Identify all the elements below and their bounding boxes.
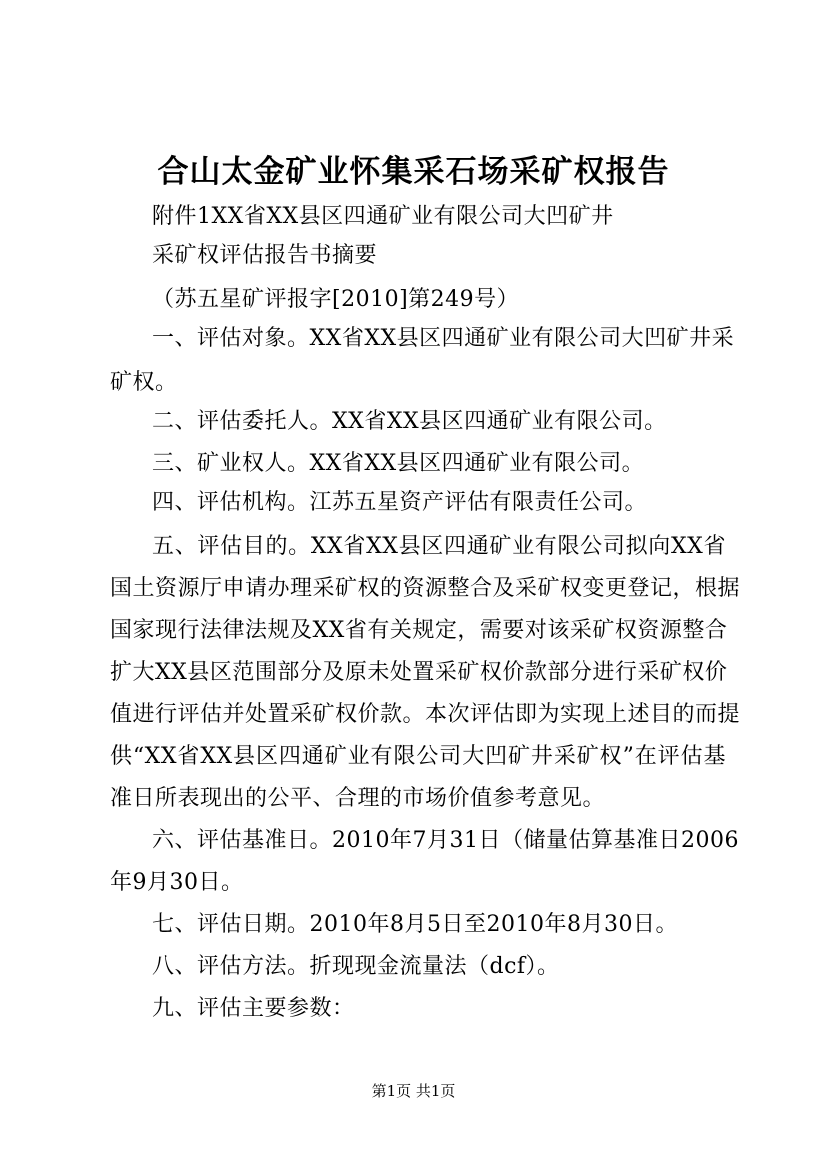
paragraph-5-line-6: 供“XX省XX县区四通矿业有限公司大凹矿井采矿权”在评估基 [110, 744, 726, 769]
paragraph-5-line-5: 值进行评估并处置采矿权价款。本次评估即为实现上述目的而提 [110, 702, 741, 727]
paragraph-7: 七、评估日期。2010年8月5日至2010年8月30日。 [152, 912, 678, 937]
document-title: 合山太金矿业怀集采石场采矿权报告 [157, 154, 670, 190]
paragraph-5-line-7: 准日所表现出的公平、合理的市场价值参考意见。 [110, 786, 606, 811]
paragraph-6-line-1: 六、评估基准日。2010年7月31日（储量估算基准日2006 [152, 828, 739, 853]
page-footer: 第1页 共1页 [371, 1082, 456, 1100]
report-number: （苏五星矿评报字[2010]第249号） [152, 287, 520, 312]
paragraph-3: 三、矿业权人。XX省XX县区四通矿业有限公司。 [152, 451, 645, 476]
paragraph-5-line-1: 五、评估目的。XX省XX县区四通矿业有限公司拟向XX省 [152, 534, 726, 559]
paragraph-1-line-2: 矿权。 [110, 370, 178, 395]
paragraph-9: 九、评估主要参数： [152, 996, 355, 1021]
paragraph-4: 四、评估机构。江苏五星资产评估有限责任公司。 [152, 490, 648, 515]
paragraph-8: 八、评估方法。折现现金流量法（dcf）。 [152, 954, 560, 979]
paragraph-6-line-2: 年9月30日。 [110, 870, 244, 895]
paragraph-1-line-1: 一、评估对象。XX省XX县区四通矿业有限公司大凹矿井采 [152, 326, 735, 351]
paragraph-5-line-2: 国土资源厅申请办理采矿权的资源整合及采矿权变更登记，根据 [110, 576, 741, 601]
attachment-line: 附件1XX省XX县区四通矿业有限公司大凹矿井 [152, 204, 614, 229]
paragraph-2: 二、评估委托人。XX省XX县区四通矿业有限公司。 [152, 409, 667, 434]
summary-heading: 采矿权评估报告书摘要 [152, 243, 378, 268]
paragraph-5-line-4: 扩大XX县区范围部分及原未处置采矿权价款部分进行采矿权价 [110, 660, 728, 685]
paragraph-5-line-3: 国家现行法律法规及XX省有关规定，需要对该采矿权资源整合 [110, 618, 728, 643]
